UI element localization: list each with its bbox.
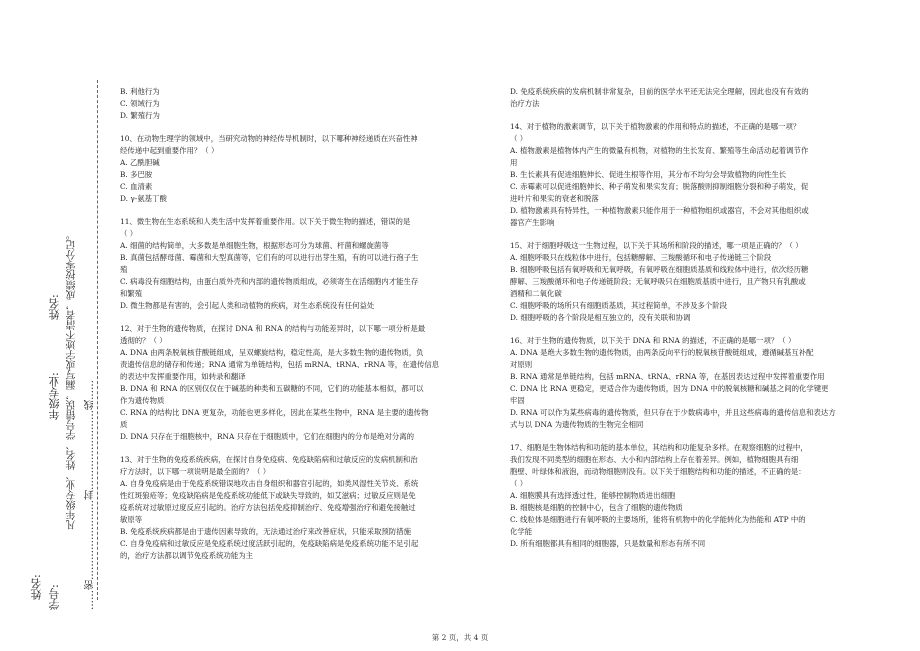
student-id-label: 学号:	[48, 584, 61, 610]
question-stem-line: 17、细胞是生物体结构和功能的基本单位，其结构和功能复杂多样。在观察细胞的过程中，	[510, 443, 808, 452]
answer-option: 化学能	[510, 527, 533, 536]
answer-option: A. 植物激素是植物体内产生的微量有机物，对植物的生长发育、繁殖等生命活动起着调节作	[510, 146, 809, 155]
answer-option: 进叶片和果实的衰老和脱落	[510, 194, 599, 203]
question-q9_tail	[120, 86, 488, 122]
question-stem-line: 11、微生物在生态系统和人类生活中发挥着重要作用。以下关于微生物的描述，错误的是	[120, 217, 411, 226]
answer-option: D. 所有细胞都具有相同的细胞器，只是数量和形态有所不同	[510, 539, 706, 548]
answer-option: 器官产生影响	[510, 218, 555, 227]
answer-option: 疫系统对过敏原过度反应引起的。治疗方法包括免疫抑制治疗、免疫增强治疗和避免接触过	[120, 503, 416, 512]
answer-option: A. 细胞膜具有选择透过性，能够控制物质进出细胞	[510, 491, 676, 500]
seal-line: ……密……………………封……………………线……	[85, 380, 96, 610]
answer-option: 的，治疗方法都以调节免疫系统功能为主	[120, 551, 254, 560]
answer-option: D. 微生物都是有害的，会引起人类和动植物的疾病，对生态系统没有任何益处	[120, 301, 375, 310]
answer-option: D. 繁殖行为	[120, 111, 160, 120]
answer-option: D. 植物激素具有特异性，一种植物激素只能作用于一种植物组织或器官，不会对其他组织或	[510, 206, 809, 215]
answer-option: C. 线粒体是细胞进行有氧呼吸的主要场所，能将有机物中的化学能转化为热能和 ATP 中的	[510, 515, 806, 524]
answer-option: A. DNA 是绝大多数生物的遗传物质，由两条反向平行的脱氧核苷酸链组成，遵循碱基互补配	[510, 348, 814, 357]
question-stem-line: 10、在动物生理学的领域中，当研究动物的神经传导机制时，以下哪种神经递质在兴奋性神	[120, 134, 418, 143]
answer-option: D. 细胞呼吸的各个阶段是相互独立的，没有关联和协调	[510, 313, 691, 322]
name-label: 姓名:	[48, 294, 61, 320]
answer-option: D. RNA 可以作为某些病毒的遗传物质，但只存在于少数病毒中，并且这些病毒的遗传信息和表达方	[510, 408, 836, 417]
answer-option: 酵解、三羧酸循环和电子传递链阶段；无氧呼吸只在细胞质基质中进行，且产物只有乳酸或	[510, 277, 806, 286]
answer-option: C. 病毒没有细胞结构，由蛋白质外壳和内部的遗传物质组成，必须寄生在活细胞内才能生存	[120, 277, 419, 286]
question-q16	[510, 335, 846, 431]
grade-major-label: 年级专业:	[48, 372, 61, 420]
answer-option: B. RNA 通常是单链结构，包括 mRNA、tRNA、rRNA 等，在基因表达过程中发挥着重要作用	[510, 372, 825, 381]
answer-option: B. 利他行为	[120, 87, 160, 96]
answer-option: 的表达中发挥重要作用，如转录和翻译	[120, 372, 246, 381]
question-q14	[510, 121, 846, 229]
answer-option: C. 赤霉素可以促进细胞伸长、种子萌发和果实发育；脱落酸则抑制细胞分裂和种子萌发，促	[510, 182, 809, 191]
answer-option: 牢固	[510, 396, 525, 405]
answer-option: D. DNA 只存在于细胞核中，RNA 只存在于细胞质中，它们在细胞内的分布是绝对分离的	[120, 432, 415, 441]
page-footer: 第 2 页，共 4 页	[431, 633, 489, 642]
question-q13_tail	[510, 86, 846, 110]
teacher-name-label: 姓名:	[30, 574, 43, 600]
question-q13	[120, 454, 488, 562]
answer-option: 用	[510, 158, 518, 167]
answer-option: B. 多巴胺	[120, 170, 153, 179]
question-stem-line: 14、对于植物的激素调节，以下关于植物激素的作用和特点的描述，不正确的是哪一项？	[510, 122, 801, 131]
answer-option: 责遗传信息的储存和传递；RNA 通常为单链结构，包括 mRNA、tRNA、rRNA 等，在遗传信息	[120, 360, 440, 369]
answer-option: B. DNA 和 RNA 的区别仅仅在于碱基的种类和五碳糖的不同，它们的功能基本相似，都可以	[120, 384, 424, 393]
answer-option: 和繁殖	[120, 289, 143, 298]
question-stem-line: 15、对于细胞呼吸这一生物过程，以下关于其场所和阶段的描述，哪一项是正确的？（ ）	[510, 241, 803, 250]
answer-option: B. 细胞核是细胞的控制中心，包含了细胞的遗传物质	[510, 503, 683, 512]
answer-option: C. 领域行为	[120, 99, 160, 108]
question-stem-line: 胞壁、叶绿体和液泡，而动物细胞则没有。以下关于细胞结构和功能的描述，不正确的是：	[510, 467, 806, 476]
left-column	[120, 86, 488, 573]
answer-option: A. DNA 由两条脱氧核苷酸链组成，呈双螺旋结构，稳定性高，是大多数生物的遗传物质，负	[120, 348, 424, 357]
answer-option: A. 细胞呼吸只在线粒体中进行，包括糖酵解、三羧酸循环和电子传递链三个阶段	[510, 253, 772, 262]
answer-option: 作为遗传物质	[120, 396, 165, 405]
question-stem-line: 经传递中起到重要作用？（ ）	[120, 146, 219, 155]
question-stem-line: 我们发现不同类型的细胞在形态、大小和内部结构上存在着差异。例如，植物细胞具有细	[510, 455, 799, 464]
question-q17	[510, 442, 846, 550]
question-stem-line: 疗方法时，以下哪一项说明是最全面的？（ ）	[120, 467, 271, 476]
answer-option: 质	[120, 420, 128, 429]
answer-option: A. 乙酰胆碱	[120, 158, 160, 167]
answer-option: B. 免疫系统疾病都是由于遗传因素导致的，无法通过治疗来改善症状，只能采取预防措施	[120, 527, 411, 536]
answer-option: C. 血清素	[120, 182, 153, 191]
answer-option: A. 自身免疫病是由于免疫系统错误地攻击自身组织和器官引起的，如类风湿性关节炎、系统	[120, 479, 419, 488]
answer-option: 性红斑狼疮等；免疫缺陷病是免疫系统功能低下或缺失导致的，如艾滋病；过敏反应则是免	[120, 491, 416, 500]
answer-option: C. DNA 比 RNA 更稳定，更适合作为遗传物质，因为 DNA 中的脱氧核糖和碱基之间的化学键更	[510, 384, 829, 393]
answer-option: B. 细胞呼吸包括有氧呼吸和无氧呼吸，有氧呼吸在细胞质基质和线粒体中进行，依次经历糖	[510, 265, 809, 274]
answer-option: 酒精和二氧化碳	[510, 289, 562, 298]
answer-option: C. RNA 的结构比 DNA 更复杂，功能也更多样化，因此在某些生物中，RNA 是主要的遗传物	[120, 408, 429, 417]
answer-option: A. 细菌的结构简单，大多数是单细胞生物，根据形态可分为球菌、杆菌和螺旋菌等	[120, 241, 389, 250]
right-column	[510, 86, 846, 561]
question-stem-line: （ ）	[120, 229, 138, 238]
question-stem-line: 透彻的？（ ）	[120, 336, 167, 345]
question-stem-line: （ ）	[510, 134, 528, 143]
answer-option: B. 生长素具有促进细胞伸长、促进生根等作用，其分布不均匀会导致植物的向性生长	[510, 170, 787, 179]
answer-option: C. 细胞呼吸的场所只有细胞质基质，其过程简单，不涉及多个阶段	[510, 301, 728, 310]
answer-option: 对原则	[510, 360, 533, 369]
question-stem-line: （ ）	[510, 479, 528, 488]
answer-option: 式与以 DNA 为遗传物质的生物完全相同	[510, 420, 644, 429]
answer-option: 殖	[120, 265, 128, 274]
answer-option: B. 真菌包括酵母菌、霉菌和大型真菌等，它们有的可以进行出芽生殖，有的可以进行孢子生	[120, 253, 419, 262]
question-stem-line: 13、对于生物的免疫系统疾病，在探讨自身免疫病、免疫缺陷病和过敏反应的发病机制和治	[120, 455, 418, 464]
question-stem-line: 16、对于生物的遗传物质，以下关于 DNA 和 RNA 的描述，不正确的是哪一项？（ ）	[510, 336, 796, 345]
answer-option: C. 自身免疫病和过敏反应是免疫系统过度活跃引起的，免疫缺陷病是免疫系统功能不足引起	[120, 539, 419, 548]
question-q11	[120, 216, 488, 312]
question-q10	[120, 133, 488, 205]
binding-notice: 凡年级专业、姓名、学号错误，漏写或字迹不清者，成绩按零分记。	[67, 230, 78, 530]
question-stem-line: 12、对于生物的遗传物质，在探讨 DNA 和 RNA 的结构与功能差异时，以下哪一项分析是最	[120, 324, 426, 333]
answer-option: D. 免疫系统疾病的发病机制非常复杂，目前的医学水平还无法完全理解，因此也没有有效的	[510, 87, 809, 96]
answer-option: 治疗方法	[510, 99, 540, 108]
question-q12	[120, 323, 488, 443]
question-q15	[510, 240, 846, 324]
answer-option: 敏原等	[120, 515, 143, 524]
binding-dashed-line	[97, 80, 98, 600]
answer-option: D. γ-氨基丁酸	[120, 194, 167, 203]
